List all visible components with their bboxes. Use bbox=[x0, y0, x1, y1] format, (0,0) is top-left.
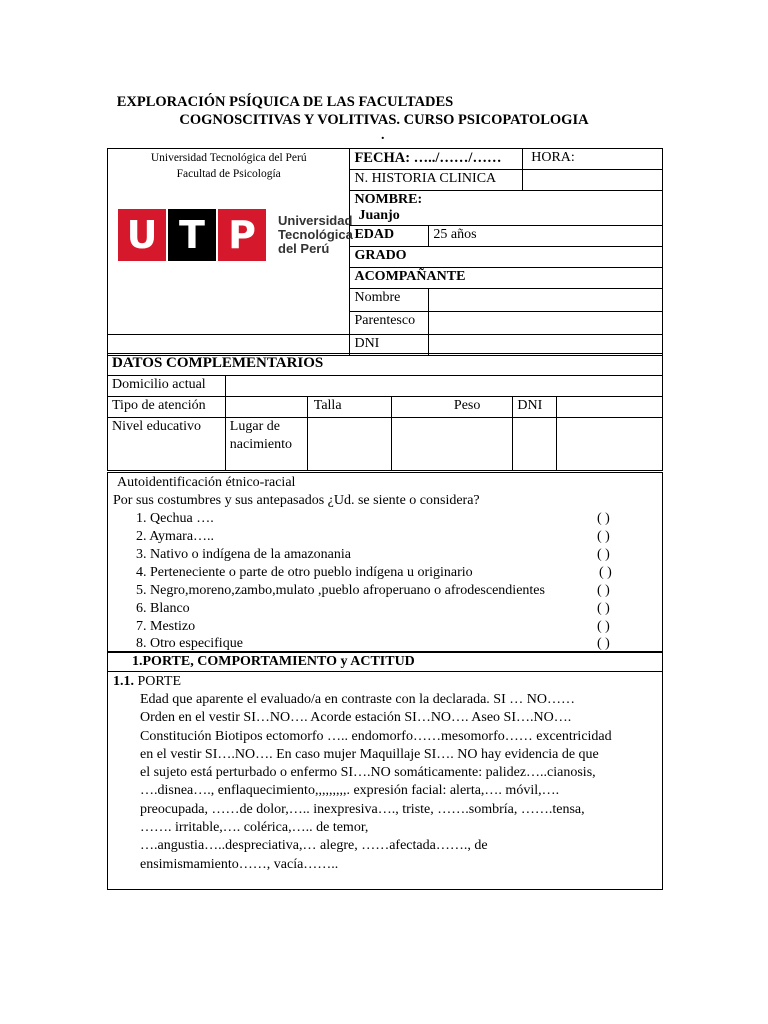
porte-line-10: ensimismamiento……, vacía…….. bbox=[140, 857, 339, 872]
logo-letter-t: T bbox=[168, 209, 216, 261]
acompanante-nombre-label: Nombre bbox=[350, 289, 429, 312]
porte-line-5: el sujeto está perturbado o enfermo SI….NO somáticamente: palidez…..cianosis, bbox=[140, 765, 596, 780]
university-name: Universidad Tecnológica del Perú bbox=[150, 152, 307, 164]
nivel-blank-2[interactable] bbox=[513, 418, 557, 471]
nivel-blank-1[interactable] bbox=[391, 418, 513, 471]
acompanante-nombre-value[interactable] bbox=[429, 289, 663, 312]
porte-line-3: Constitución Biotipos ectomorfo ….. endomorfo……mesomorfo…… excentricidad bbox=[140, 729, 612, 744]
etnia-option-1: 1. Qechua …. bbox=[136, 511, 214, 526]
porte-line-4: en el vestir SI….NO…. En caso mujer Maquillaje SI…. NO hay evidencia de que bbox=[140, 747, 599, 762]
etnia-option-7: 7. Mestizo bbox=[136, 619, 196, 634]
acompanante-dni-label: DNI bbox=[350, 335, 429, 356]
porte-section bbox=[107, 671, 663, 890]
tipo-atencion-value[interactable] bbox=[225, 397, 307, 418]
talla-label: Talla bbox=[307, 397, 391, 418]
etnia-option-2: 2. Aymara….. bbox=[136, 529, 215, 544]
nivel-blank-3[interactable] bbox=[557, 418, 663, 471]
etnia-checkbox-7[interactable]: ( ) bbox=[597, 619, 610, 634]
lugar-nacimiento-label: Lugar de nacimiento bbox=[225, 418, 307, 471]
logo-wordmark: Universidad Tecnológica del Perú bbox=[278, 213, 353, 256]
header-table bbox=[107, 148, 663, 356]
domicilio-value[interactable] bbox=[225, 376, 662, 397]
etnia-checkbox-5[interactable]: ( ) bbox=[597, 583, 610, 598]
etnia-section bbox=[107, 472, 663, 652]
acompanante-parentesco-label: Parentesco bbox=[350, 312, 429, 335]
etnia-question: Por sus costumbres y sus antepasados ¿Ud. se siente o considera? bbox=[113, 493, 480, 508]
datos-complementarios-table bbox=[107, 353, 663, 471]
porte-subheading: 1.1. PORTE bbox=[113, 674, 181, 689]
nombre-label: NOMBRE: bbox=[350, 191, 663, 210]
nivel-educativo-label: Nivel educativo bbox=[108, 418, 226, 471]
etnia-option-6: 6. Blanco bbox=[136, 601, 190, 616]
historia-clinica-value[interactable] bbox=[523, 170, 663, 191]
domicilio-label: Domicilio actual bbox=[108, 376, 226, 397]
historia-clinica-label: N. HISTORIA CLINICA bbox=[350, 170, 523, 191]
edad-label: EDAD bbox=[350, 226, 429, 247]
etnia-checkbox-2[interactable]: ( ) bbox=[597, 529, 610, 544]
dni-label: DNI bbox=[513, 397, 557, 418]
form-title-line2: COGNOSCITIVAS Y VOLITIVAS. CURSO PSICOPATOLOGIA bbox=[179, 112, 589, 128]
etnia-checkbox-3[interactable]: ( ) bbox=[597, 547, 610, 562]
form-title-line1: EXPLORACIÓN PSÍQUICA DE LAS FACULTADES bbox=[116, 94, 454, 110]
dni-value[interactable] bbox=[557, 397, 663, 418]
etnia-heading: Autoidentificación étnico-racial bbox=[117, 475, 296, 490]
etnia-checkbox-1[interactable]: ( ) bbox=[597, 511, 610, 526]
section1-heading: 1.PORTE, COMPORTAMIENTO y ACTITUD bbox=[107, 652, 663, 672]
faculty-name: Facultad de Psicología bbox=[176, 168, 281, 180]
etnia-checkbox-8[interactable]: ( ) bbox=[597, 636, 610, 651]
porte-line-9: ….angustia…..despreciativa,… alegre, ……afectada……., de bbox=[140, 838, 488, 853]
title-dot: . bbox=[381, 128, 385, 143]
etnia-checkbox-4[interactable]: ( ) bbox=[599, 565, 612, 580]
etnia-option-3: 3. Nativo o indígena de la amazonania bbox=[136, 547, 351, 562]
hora-field[interactable]: HORA: bbox=[523, 149, 663, 170]
peso-label: Peso bbox=[391, 397, 513, 418]
logo-letter-u: U bbox=[118, 209, 166, 261]
etnia-option-5: 5. Negro,moreno,zambo,mulato ,pueblo afroperuano o afrodescendientes bbox=[136, 583, 545, 598]
fecha-field[interactable]: FECHA: …../……/…… bbox=[350, 149, 523, 170]
etnia-option-4: 4. Perteneciente o parte de otro pueblo indígena u originario bbox=[136, 565, 473, 580]
etnia-option-8: 8. Otro especifique bbox=[136, 636, 243, 651]
etnia-checkbox-6[interactable]: ( ) bbox=[597, 601, 610, 616]
datos-complementarios-heading: DATOS COMPLEMENTARIOS bbox=[108, 354, 663, 376]
grado-label: GRADO bbox=[350, 247, 663, 268]
logo-letter-p: P bbox=[218, 209, 266, 261]
porte-line-8: ……. irritable,…. colérica,….. de temor, bbox=[140, 820, 369, 835]
acompanante-parentesco-value[interactable] bbox=[429, 312, 663, 335]
tipo-atencion-label: Tipo de atención bbox=[108, 397, 226, 418]
porte-line-6: ….disnea…., enflaquecimiento,,,,,,,,,. expresión facial: alerta,…. móvil,…. bbox=[140, 783, 560, 798]
porte-line-1: Edad que aparente el evaluado/a en contraste con la declarada. SI … NO…… bbox=[140, 692, 575, 707]
porte-line-7: preocupada, ……de dolor,….. inexpresiva…., triste, …….sombría, …….tensa, bbox=[140, 802, 585, 817]
lugar-nacimiento-value[interactable] bbox=[307, 418, 391, 471]
nombre-value[interactable]: Juanjo bbox=[350, 209, 663, 226]
utp-logo bbox=[118, 209, 358, 263]
porte-line-2: Orden en el vestir SI…NO…. Acorde estación SI…NO…. Aseo SI….NO…. bbox=[140, 710, 572, 725]
university-cell bbox=[108, 149, 353, 335]
acompanante-label: ACOMPAÑANTE bbox=[350, 268, 663, 289]
edad-value[interactable]: 25 años bbox=[429, 226, 663, 247]
